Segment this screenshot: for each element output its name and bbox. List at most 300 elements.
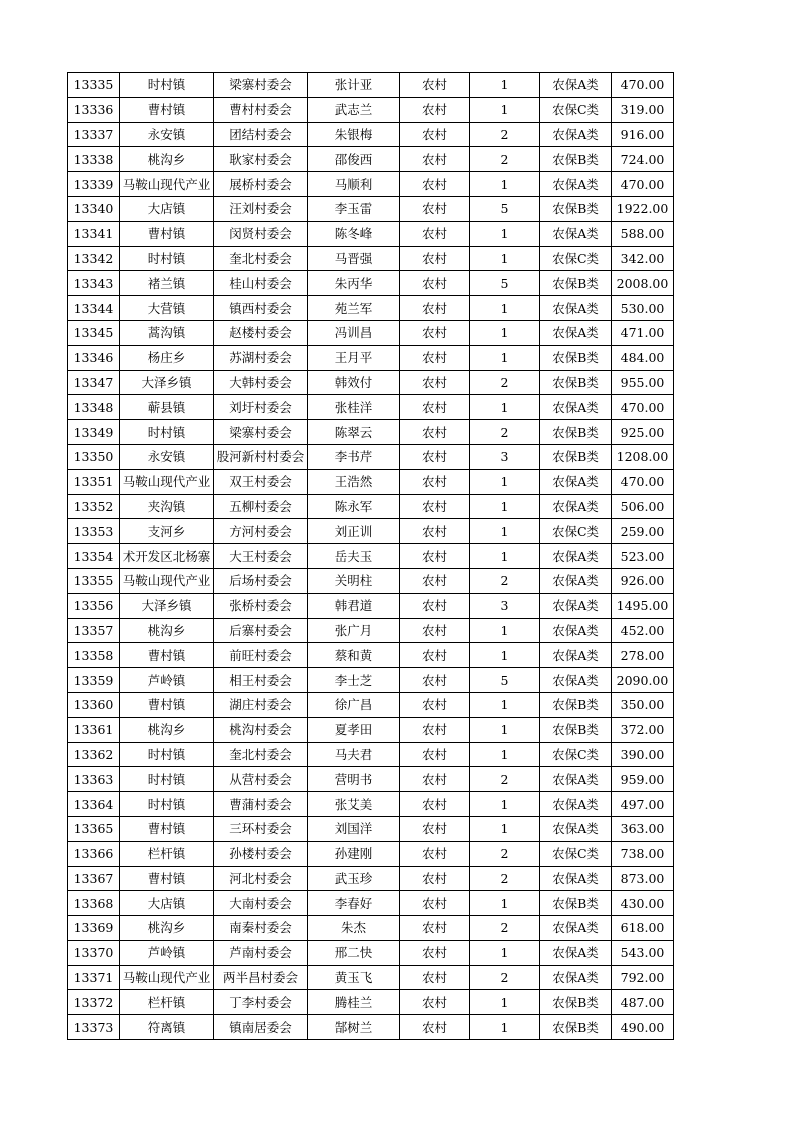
cell-town: 大店镇	[120, 196, 214, 221]
cell-category: 农保B类	[540, 345, 612, 370]
cell-name: 营明书	[308, 767, 400, 792]
cell-count: 2	[470, 370, 540, 395]
cell-name: 朱杰	[308, 916, 400, 941]
cell-category: 农保B类	[540, 444, 612, 469]
cell-town: 曹村镇	[120, 97, 214, 122]
cell-category: 农保A类	[540, 395, 612, 420]
cell-name: 张艾美	[308, 792, 400, 817]
table-row	[68, 866, 674, 891]
cell-type: 农村	[400, 568, 470, 593]
cell-name: 马晋强	[308, 246, 400, 271]
cell-town: 符离镇	[120, 1015, 214, 1040]
cell-id: 13340	[68, 196, 120, 221]
cell-town: 蕲县镇	[120, 395, 214, 420]
cell-amount: 259.00	[612, 519, 674, 544]
table-row	[68, 73, 674, 98]
cell-type: 农村	[400, 593, 470, 618]
cell-type: 农村	[400, 990, 470, 1015]
cell-count: 1	[470, 73, 540, 98]
cell-amount: 738.00	[612, 841, 674, 866]
cell-count: 3	[470, 593, 540, 618]
cell-type: 农村	[400, 717, 470, 742]
cell-committee: 张桥村委会	[214, 593, 308, 618]
cell-category: 农保B类	[540, 717, 612, 742]
cell-id: 13366	[68, 841, 120, 866]
cell-amount: 955.00	[612, 370, 674, 395]
cell-category: 农保A类	[540, 618, 612, 643]
cell-name: 冯训昌	[308, 320, 400, 345]
table-row	[68, 395, 674, 420]
cell-id: 13371	[68, 965, 120, 990]
cell-id: 13359	[68, 668, 120, 693]
cell-category: 农保A类	[540, 767, 612, 792]
cell-category: 农保A类	[540, 916, 612, 941]
cell-id: 13347	[68, 370, 120, 395]
cell-town: 支河乡	[120, 519, 214, 544]
cell-committee: 团结村委会	[214, 122, 308, 147]
cell-id: 13358	[68, 643, 120, 668]
cell-id: 13360	[68, 692, 120, 717]
cell-count: 1	[470, 395, 540, 420]
cell-count: 5	[470, 196, 540, 221]
cell-id: 13361	[68, 717, 120, 742]
cell-name: 韩君道	[308, 593, 400, 618]
cell-town: 时村镇	[120, 73, 214, 98]
cell-committee: 孙楼村委会	[214, 841, 308, 866]
cell-type: 农村	[400, 866, 470, 891]
cell-town: 曹村镇	[120, 816, 214, 841]
cell-amount: 1208.00	[612, 444, 674, 469]
cell-committee: 奎北村委会	[214, 742, 308, 767]
table-row	[68, 668, 674, 693]
cell-type: 农村	[400, 221, 470, 246]
cell-count: 1	[470, 345, 540, 370]
cell-name: 夏孝田	[308, 717, 400, 742]
cell-committee: 后场村委会	[214, 568, 308, 593]
cell-count: 2	[470, 866, 540, 891]
cell-name: 陈翠云	[308, 420, 400, 445]
cell-count: 1	[470, 990, 540, 1015]
cell-category: 农保A类	[540, 544, 612, 569]
cell-id: 13372	[68, 990, 120, 1015]
cell-town: 永安镇	[120, 444, 214, 469]
cell-town: 杨庄乡	[120, 345, 214, 370]
cell-id: 13369	[68, 916, 120, 941]
cell-amount: 342.00	[612, 246, 674, 271]
cell-type: 农村	[400, 395, 470, 420]
cell-category: 农保B类	[540, 420, 612, 445]
cell-count: 1	[470, 97, 540, 122]
cell-type: 农村	[400, 916, 470, 941]
cell-type: 农村	[400, 246, 470, 271]
cell-town: 曹村镇	[120, 221, 214, 246]
table-row	[68, 444, 674, 469]
cell-town: 时村镇	[120, 792, 214, 817]
cell-type: 农村	[400, 544, 470, 569]
cell-committee: 股河新村村委会	[214, 444, 308, 469]
cell-type: 农村	[400, 147, 470, 172]
cell-id: 13373	[68, 1015, 120, 1040]
cell-type: 农村	[400, 172, 470, 197]
cell-town: 栏杆镇	[120, 841, 214, 866]
cell-type: 农村	[400, 370, 470, 395]
cell-committee: 方河村委会	[214, 519, 308, 544]
table-row	[68, 172, 674, 197]
cell-category: 农保A类	[540, 221, 612, 246]
cell-name: 王浩然	[308, 469, 400, 494]
cell-count: 2	[470, 420, 540, 445]
cell-name: 张桂洋	[308, 395, 400, 420]
table-row	[68, 122, 674, 147]
table-row	[68, 717, 674, 742]
cell-count: 1	[470, 246, 540, 271]
cell-category: 农保A类	[540, 122, 612, 147]
cell-count: 2	[470, 841, 540, 866]
cell-count: 1	[470, 792, 540, 817]
cell-category: 农保A类	[540, 469, 612, 494]
cell-amount: 2090.00	[612, 668, 674, 693]
cell-committee: 相王村委会	[214, 668, 308, 693]
cell-count: 1	[470, 891, 540, 916]
table-row	[68, 544, 674, 569]
cell-name: 岳夫玉	[308, 544, 400, 569]
cell-committee: 镇西村委会	[214, 296, 308, 321]
cell-count: 1	[470, 221, 540, 246]
cell-committee: 桂山村委会	[214, 271, 308, 296]
cell-committee: 五柳村委会	[214, 494, 308, 519]
cell-category: 农保C类	[540, 742, 612, 767]
cell-id: 13363	[68, 767, 120, 792]
cell-committee: 曹蒲村委会	[214, 792, 308, 817]
cell-type: 农村	[400, 792, 470, 817]
cell-amount: 497.00	[612, 792, 674, 817]
table-row	[68, 742, 674, 767]
cell-count: 1	[470, 519, 540, 544]
table-row	[68, 271, 674, 296]
cell-count: 1	[470, 742, 540, 767]
cell-category: 农保C类	[540, 97, 612, 122]
cell-category: 农保A类	[540, 792, 612, 817]
cell-amount: 470.00	[612, 73, 674, 98]
cell-name: 武玉珍	[308, 866, 400, 891]
cell-amount: 588.00	[612, 221, 674, 246]
cell-type: 农村	[400, 73, 470, 98]
cell-type: 农村	[400, 891, 470, 916]
cell-name: 关明柱	[308, 568, 400, 593]
cell-id: 13367	[68, 866, 120, 891]
cell-name: 朱银梅	[308, 122, 400, 147]
cell-count: 2	[470, 568, 540, 593]
cell-town: 桃沟乡	[120, 916, 214, 941]
cell-name: 马顺利	[308, 172, 400, 197]
cell-id: 13355	[68, 568, 120, 593]
cell-category: 农保B类	[540, 196, 612, 221]
cell-category: 农保C类	[540, 841, 612, 866]
cell-id: 13339	[68, 172, 120, 197]
cell-amount: 925.00	[612, 420, 674, 445]
cell-type: 农村	[400, 816, 470, 841]
cell-committee: 赵楼村委会	[214, 320, 308, 345]
cell-id: 13337	[68, 122, 120, 147]
table-row	[68, 792, 674, 817]
cell-id: 13348	[68, 395, 120, 420]
cell-type: 农村	[400, 320, 470, 345]
cell-count: 1	[470, 717, 540, 742]
table-row	[68, 97, 674, 122]
table-row	[68, 891, 674, 916]
cell-category: 农保C类	[540, 246, 612, 271]
cell-id: 13365	[68, 816, 120, 841]
cell-town: 大营镇	[120, 296, 214, 321]
cell-type: 农村	[400, 618, 470, 643]
cell-count: 1	[470, 1015, 540, 1040]
cell-committee: 大南村委会	[214, 891, 308, 916]
table-row	[68, 345, 674, 370]
cell-type: 农村	[400, 1015, 470, 1040]
cell-committee: 梁寨村委会	[214, 73, 308, 98]
cell-amount: 363.00	[612, 816, 674, 841]
cell-count: 5	[470, 668, 540, 693]
cell-committee: 三环村委会	[214, 816, 308, 841]
cell-id: 13346	[68, 345, 120, 370]
cell-amount: 470.00	[612, 172, 674, 197]
cell-name: 陈冬峰	[308, 221, 400, 246]
cell-type: 农村	[400, 122, 470, 147]
cell-name: 徐广昌	[308, 692, 400, 717]
cell-committee: 两半昌村委会	[214, 965, 308, 990]
cell-committee: 大韩村委会	[214, 370, 308, 395]
cell-amount: 2008.00	[612, 271, 674, 296]
table-row	[68, 519, 674, 544]
cell-type: 农村	[400, 345, 470, 370]
cell-name: 武志兰	[308, 97, 400, 122]
cell-id: 13356	[68, 593, 120, 618]
cell-town: 时村镇	[120, 767, 214, 792]
cell-committee: 湖庄村委会	[214, 692, 308, 717]
cell-town: 大泽乡镇	[120, 593, 214, 618]
cell-committee: 汪刘村委会	[214, 196, 308, 221]
cell-category: 农保B类	[540, 1015, 612, 1040]
cell-name: 孙建刚	[308, 841, 400, 866]
cell-id: 13345	[68, 320, 120, 345]
cell-name: 邢二快	[308, 940, 400, 965]
cell-town: 时村镇	[120, 246, 214, 271]
cell-id: 13342	[68, 246, 120, 271]
cell-town: 永安镇	[120, 122, 214, 147]
table-row	[68, 643, 674, 668]
cell-town: 马鞍山现代产业	[120, 172, 214, 197]
cell-committee: 河北村委会	[214, 866, 308, 891]
cell-name: 郜树兰	[308, 1015, 400, 1040]
cell-type: 农村	[400, 841, 470, 866]
cell-category: 农保A类	[540, 816, 612, 841]
table-row	[68, 816, 674, 841]
cell-category: 农保A类	[540, 965, 612, 990]
cell-committee: 双王村委会	[214, 469, 308, 494]
cell-category: 农保A类	[540, 172, 612, 197]
cell-count: 1	[470, 469, 540, 494]
cell-committee: 奎北村委会	[214, 246, 308, 271]
cell-count: 2	[470, 122, 540, 147]
table-row	[68, 221, 674, 246]
table-body	[68, 73, 674, 1040]
cell-type: 农村	[400, 742, 470, 767]
cell-amount: 490.00	[612, 1015, 674, 1040]
cell-amount: 470.00	[612, 469, 674, 494]
cell-amount: 278.00	[612, 643, 674, 668]
cell-category: 农保A类	[540, 668, 612, 693]
cell-amount: 390.00	[612, 742, 674, 767]
cell-type: 农村	[400, 469, 470, 494]
table-row	[68, 767, 674, 792]
cell-committee: 大王村委会	[214, 544, 308, 569]
cell-name: 李春好	[308, 891, 400, 916]
cell-type: 农村	[400, 97, 470, 122]
table-row	[68, 494, 674, 519]
table-row	[68, 147, 674, 172]
cell-count: 1	[470, 692, 540, 717]
cell-town: 马鞍山现代产业	[120, 469, 214, 494]
cell-id: 13350	[68, 444, 120, 469]
cell-town: 桃沟乡	[120, 147, 214, 172]
cell-town: 曹村镇	[120, 643, 214, 668]
cell-name: 陈永军	[308, 494, 400, 519]
cell-town: 栏杆镇	[120, 990, 214, 1015]
cell-count: 1	[470, 618, 540, 643]
cell-category: 农保B类	[540, 990, 612, 1015]
cell-name: 腾桂兰	[308, 990, 400, 1015]
cell-category: 农保C类	[540, 519, 612, 544]
cell-category: 农保A类	[540, 593, 612, 618]
cell-name: 朱丙华	[308, 271, 400, 296]
cell-committee: 芦南村委会	[214, 940, 308, 965]
cell-amount: 530.00	[612, 296, 674, 321]
cell-town: 芦岭镇	[120, 940, 214, 965]
cell-count: 1	[470, 172, 540, 197]
cell-id: 13344	[68, 296, 120, 321]
cell-amount: 523.00	[612, 544, 674, 569]
cell-id: 13336	[68, 97, 120, 122]
cell-amount: 452.00	[612, 618, 674, 643]
cell-name: 邵俊西	[308, 147, 400, 172]
cell-town: 桃沟乡	[120, 717, 214, 742]
cell-committee: 曹村村委会	[214, 97, 308, 122]
cell-committee: 后寨村委会	[214, 618, 308, 643]
cell-committee: 耿家村委会	[214, 147, 308, 172]
cell-count: 2	[470, 965, 540, 990]
cell-town: 褚兰镇	[120, 271, 214, 296]
cell-type: 农村	[400, 271, 470, 296]
cell-count: 1	[470, 816, 540, 841]
cell-committee: 从营村委会	[214, 767, 308, 792]
cell-amount: 724.00	[612, 147, 674, 172]
cell-type: 农村	[400, 692, 470, 717]
cell-town: 芦岭镇	[120, 668, 214, 693]
cell-id: 13353	[68, 519, 120, 544]
cell-type: 农村	[400, 494, 470, 519]
cell-count: 1	[470, 940, 540, 965]
cell-name: 韩效付	[308, 370, 400, 395]
table-row	[68, 246, 674, 271]
data-table	[67, 72, 674, 1040]
cell-committee: 梁寨村委会	[214, 420, 308, 445]
cell-count: 1	[470, 494, 540, 519]
cell-type: 农村	[400, 767, 470, 792]
cell-town: 马鞍山现代产业	[120, 568, 214, 593]
cell-amount: 350.00	[612, 692, 674, 717]
cell-type: 农村	[400, 643, 470, 668]
cell-category: 农保A类	[540, 866, 612, 891]
cell-category: 农保B类	[540, 147, 612, 172]
cell-id: 13352	[68, 494, 120, 519]
cell-id: 13343	[68, 271, 120, 296]
cell-name: 马夫君	[308, 742, 400, 767]
cell-category: 农保A类	[540, 320, 612, 345]
cell-count: 2	[470, 147, 540, 172]
cell-count: 1	[470, 544, 540, 569]
table-row	[68, 916, 674, 941]
table-row	[68, 692, 674, 717]
cell-amount: 471.00	[612, 320, 674, 345]
cell-name: 张广月	[308, 618, 400, 643]
cell-type: 农村	[400, 965, 470, 990]
cell-id: 13357	[68, 618, 120, 643]
cell-name: 王月平	[308, 345, 400, 370]
table-row	[68, 296, 674, 321]
table-row	[68, 965, 674, 990]
cell-id: 13351	[68, 469, 120, 494]
cell-name: 刘国洋	[308, 816, 400, 841]
cell-count: 1	[470, 320, 540, 345]
cell-committee: 展桥村委会	[214, 172, 308, 197]
table-row	[68, 320, 674, 345]
cell-amount: 430.00	[612, 891, 674, 916]
cell-category: 农保B类	[540, 891, 612, 916]
cell-amount: 959.00	[612, 767, 674, 792]
cell-count: 2	[470, 916, 540, 941]
cell-amount: 484.00	[612, 345, 674, 370]
cell-id: 13354	[68, 544, 120, 569]
cell-town: 时村镇	[120, 420, 214, 445]
cell-amount: 543.00	[612, 940, 674, 965]
cell-town: 大店镇	[120, 891, 214, 916]
cell-committee: 镇南居委会	[214, 1015, 308, 1040]
table-row	[68, 568, 674, 593]
cell-count: 3	[470, 444, 540, 469]
cell-name: 李士芝	[308, 668, 400, 693]
cell-amount: 926.00	[612, 568, 674, 593]
table-row	[68, 469, 674, 494]
table-row	[68, 618, 674, 643]
cell-town: 马鞍山现代产业	[120, 965, 214, 990]
cell-committee: 刘圩村委会	[214, 395, 308, 420]
cell-committee: 闵贤村委会	[214, 221, 308, 246]
cell-amount: 506.00	[612, 494, 674, 519]
cell-count: 2	[470, 767, 540, 792]
cell-category: 农保B类	[540, 692, 612, 717]
table-row	[68, 593, 674, 618]
cell-name: 李书芹	[308, 444, 400, 469]
cell-type: 农村	[400, 444, 470, 469]
cell-id: 13364	[68, 792, 120, 817]
cell-town: 大泽乡镇	[120, 370, 214, 395]
cell-category: 农保B类	[540, 370, 612, 395]
table-row	[68, 196, 674, 221]
cell-committee: 桃沟村委会	[214, 717, 308, 742]
cell-category: 农保A类	[540, 643, 612, 668]
cell-amount: 470.00	[612, 395, 674, 420]
cell-category: 农保A类	[540, 568, 612, 593]
